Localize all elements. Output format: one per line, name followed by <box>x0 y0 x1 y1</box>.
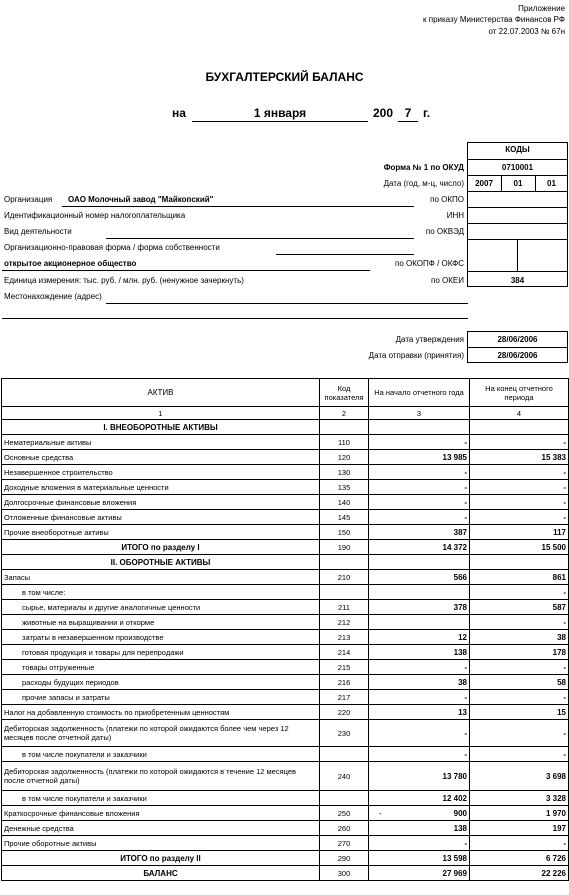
report-date: 1 января <box>253 106 307 120</box>
row-end: 15 383 <box>470 450 569 465</box>
row-label: расходы будущих периодов <box>2 675 320 690</box>
row-end: - <box>470 510 569 525</box>
codes-divider <box>467 271 568 272</box>
row-code: 240 <box>320 762 369 791</box>
table-row <box>2 720 569 747</box>
row-end: 58 <box>470 675 569 690</box>
row-start: 378 <box>369 600 470 615</box>
row-code: 216 <box>320 675 369 690</box>
row-start: - <box>369 836 470 851</box>
row-label: Нематериальные активы <box>2 435 320 450</box>
codes-title: КОДЫ <box>505 145 530 154</box>
col-asset: АКТИВ <box>2 379 320 407</box>
row-start: 387 <box>369 525 470 540</box>
row-start: - <box>369 480 470 495</box>
annex-line-2: к приказу Министерства Финансов РФ <box>423 15 565 24</box>
section-title: I. ВНЕОБОРОТНЫЕ АКТИВЫ <box>2 420 320 435</box>
codes-divider <box>467 191 568 192</box>
table-row <box>2 435 569 450</box>
row-label: животные на выращивании и откорме <box>2 615 320 630</box>
table-row <box>2 615 569 630</box>
row-label: Долгосрочные финансовые вложения <box>2 495 320 510</box>
row-start: 13 <box>369 705 470 720</box>
row-start: 12 <box>369 630 470 645</box>
table-row <box>2 450 569 465</box>
date-prefix: на <box>172 106 186 120</box>
row-start: - <box>369 690 470 705</box>
row-start <box>369 806 470 821</box>
row-label: Дебиторская задолженность (платежи по которой ожидаются более чем через 12 месяцев после отчетной даты) <box>2 720 320 747</box>
date-label: Дата (год, м-ц, число) <box>383 179 464 188</box>
row-start: 27 969 <box>369 866 470 881</box>
row-end: - <box>470 747 569 762</box>
row-label: Прочие внеоборотные активы <box>2 525 320 540</box>
row-start: - <box>369 495 470 510</box>
row-end: 15 500 <box>470 540 569 555</box>
table-row <box>2 660 569 675</box>
row-start: 138 <box>369 821 470 836</box>
org-underline <box>62 206 414 207</box>
row-end: 6 726 <box>470 851 569 866</box>
row-end: - <box>470 690 569 705</box>
row-label: Запасы <box>2 570 320 585</box>
start-dash: - <box>379 808 382 818</box>
row-code: 130 <box>320 465 369 480</box>
row-start: 13 780 <box>369 762 470 791</box>
row-end: 178 <box>470 645 569 660</box>
legal-form-label: Организационно-правовая форма / форма собственности <box>4 243 220 252</box>
row-label: в том числе покупатели и заказчики <box>2 747 320 762</box>
dates-divider <box>467 347 568 348</box>
row-start <box>369 585 470 600</box>
date-year: 2007 <box>475 179 493 188</box>
table-row <box>2 791 569 806</box>
table-row <box>2 821 569 836</box>
activity-underline <box>106 238 414 239</box>
row-start: - <box>369 747 470 762</box>
row-end: 3 328 <box>470 791 569 806</box>
year-digit: 7 <box>404 106 412 120</box>
row-end: - <box>470 660 569 675</box>
codes-divider <box>467 175 568 176</box>
row-start: - <box>369 660 470 675</box>
row-label: прочие запасы и затраты <box>2 690 320 705</box>
table-row <box>2 675 569 690</box>
row-end: - <box>470 465 569 480</box>
table-row <box>2 480 569 495</box>
table-row <box>2 836 569 851</box>
table-row <box>2 510 569 525</box>
row-label: Налог на добавленную стоимость по приобретенным ценностям <box>2 705 320 720</box>
legal-form-underline <box>276 254 414 255</box>
row-label: затраты в незавершенном производстве <box>2 630 320 645</box>
annex-line-1: Приложение <box>518 4 565 13</box>
row-label: Отложенные финансовые активы <box>2 510 320 525</box>
table-row <box>2 570 569 585</box>
col-num: 2 <box>320 407 369 420</box>
date-underline <box>192 121 368 122</box>
row-start: 566 <box>369 570 470 585</box>
table-row <box>2 585 569 600</box>
row-code: 212 <box>320 615 369 630</box>
row-code: 190 <box>320 540 369 555</box>
row-end: 587 <box>470 600 569 615</box>
row-code: 270 <box>320 836 369 851</box>
row-label: Незавершенное строительство <box>2 465 320 480</box>
table-row <box>2 806 569 821</box>
row-code: 120 <box>320 450 369 465</box>
table-row <box>2 690 569 705</box>
row-end: 197 <box>470 821 569 836</box>
total-row <box>2 540 569 555</box>
row-code: 211 <box>320 600 369 615</box>
row-label: Дебиторская задолженность (платежи по которой ожидаются в течение 12 месяцев после отчетной даты) <box>2 762 320 791</box>
table-row <box>2 465 569 480</box>
row-code: 300 <box>320 866 369 881</box>
row-label: в том числе: <box>2 585 320 600</box>
row-code: 215 <box>320 660 369 675</box>
okud-code: 0710001 <box>501 163 534 172</box>
legal-form-underline <box>2 270 370 271</box>
section-row <box>2 555 569 570</box>
row-end: 861 <box>470 570 569 585</box>
row-end: 15 <box>470 705 569 720</box>
codes-divider <box>467 159 568 160</box>
row-code: 110 <box>320 435 369 450</box>
row-end: 1 970 <box>470 806 569 821</box>
send-label: Дата отправки (принятия) <box>368 351 464 360</box>
address-underline <box>106 303 468 304</box>
year-suffix: г. <box>423 106 431 120</box>
row-start: 12 402 <box>369 791 470 806</box>
row-end: 117 <box>470 525 569 540</box>
row-label: в том числе покупатели и заказчики <box>2 791 320 806</box>
legal-form-value: открытое акционерное общество <box>4 259 137 268</box>
row-code: 210 <box>320 570 369 585</box>
row-code: 145 <box>320 510 369 525</box>
row-start: 138 <box>369 645 470 660</box>
address-underline <box>2 318 468 319</box>
row-code: 135 <box>320 480 369 495</box>
row-label: товары отгруженные <box>2 660 320 675</box>
okopf-label: по ОКОПФ / ОКФС <box>395 259 464 268</box>
balance-table <box>1 378 569 881</box>
page-title: БУХГАЛТЕРСКИЙ БАЛАНС <box>205 70 364 84</box>
okpo-label: по ОКПО <box>430 195 464 204</box>
annex-line-3: от 22.07.2003 № 67н <box>488 27 565 36</box>
col-start: На начало отчетного года <box>369 379 470 407</box>
row-code <box>320 585 369 600</box>
year-underline <box>398 121 418 122</box>
year-prefix: 200 <box>373 106 394 120</box>
row-end: - <box>470 615 569 630</box>
table-row <box>2 645 569 660</box>
codes-divider <box>467 207 568 208</box>
row-label: Основные средства <box>2 450 320 465</box>
activity-label: Вид деятельности <box>4 227 72 236</box>
section-row <box>2 420 569 435</box>
balance-row <box>2 866 569 881</box>
row-code <box>320 747 369 762</box>
table-col-numbers <box>2 407 569 420</box>
row-start: - <box>369 720 470 747</box>
start-value: 900 <box>453 808 467 818</box>
okved-label: по ОКВЭД <box>425 227 464 236</box>
okei-label: по ОКЕИ <box>431 276 464 285</box>
row-start: - <box>369 465 470 480</box>
codes-divider <box>517 239 518 271</box>
address-label: Местонахождение (адрес) <box>4 292 102 301</box>
row-end: - <box>470 435 569 450</box>
row-code: 213 <box>320 630 369 645</box>
row-end: 3 698 <box>470 762 569 791</box>
unit-label: Единица измерения: тыс. руб. / млн. руб. (ненужное зачеркнуть) <box>4 276 244 285</box>
table-row <box>2 630 569 645</box>
row-label: БАЛАНС <box>2 866 320 881</box>
table-row <box>2 747 569 762</box>
org-name: ОАО Молочный завод "Майкопский" <box>68 195 214 204</box>
row-start: 38 <box>369 675 470 690</box>
row-end: - <box>470 836 569 851</box>
row-label: ИТОГО по разделу I <box>2 540 320 555</box>
org-label: Организация <box>4 195 53 204</box>
row-label: сырье, материалы и другие аналогичные ценности <box>2 600 320 615</box>
row-code: 230 <box>320 720 369 747</box>
total-row <box>2 851 569 866</box>
date-day: 01 <box>547 179 556 188</box>
send-date: 28/06/2006 <box>497 351 538 360</box>
row-label: Денежные средства <box>2 821 320 836</box>
row-code: 140 <box>320 495 369 510</box>
row-code: 217 <box>320 690 369 705</box>
row-label: Краткосрочные финансовые вложения <box>2 806 320 821</box>
row-code: 214 <box>320 645 369 660</box>
row-end: - <box>470 495 569 510</box>
date-month: 01 <box>513 179 523 188</box>
table-row <box>2 525 569 540</box>
table-row <box>2 495 569 510</box>
row-end: - <box>470 720 569 747</box>
row-start <box>369 615 470 630</box>
table-header <box>2 379 569 407</box>
row-code: 260 <box>320 821 369 836</box>
row-start: 13 598 <box>369 851 470 866</box>
section-title: II. ОБОРОТНЫЕ АКТИВЫ <box>2 555 320 570</box>
row-start: 14 372 <box>369 540 470 555</box>
col-num: 3 <box>369 407 470 420</box>
row-label: ИТОГО по разделу II <box>2 851 320 866</box>
row-start: 13 985 <box>369 450 470 465</box>
row-label: Прочие оборотные активы <box>2 836 320 851</box>
table-row <box>2 762 569 791</box>
row-end: - <box>470 480 569 495</box>
row-end: 38 <box>470 630 569 645</box>
row-start: - <box>369 510 470 525</box>
row-code: 150 <box>320 525 369 540</box>
col-end: На конец отчетного периода <box>470 379 569 407</box>
approve-date: 28/06/2006 <box>497 335 538 344</box>
row-code: 290 <box>320 851 369 866</box>
row-code: 220 <box>320 705 369 720</box>
inn-code-label: ИНН <box>446 211 464 220</box>
codes-divider <box>467 223 568 224</box>
approve-label: Дата утверждения <box>395 335 464 344</box>
row-code: 250 <box>320 806 369 821</box>
row-start: - <box>369 435 470 450</box>
okei-value: 384 <box>510 276 525 285</box>
col-code: Код показателя <box>320 379 369 407</box>
col-num: 4 <box>470 407 569 420</box>
inn-label: Идентификационный номер налогоплательщика <box>4 211 186 220</box>
form-label: Форма № 1 по ОКУД <box>383 163 464 172</box>
col-num: 1 <box>2 407 320 420</box>
row-end: - <box>470 585 569 600</box>
row-code <box>320 791 369 806</box>
row-label: готовая продукция и товары для перепродажи <box>2 645 320 660</box>
table-row <box>2 705 569 720</box>
row-label: Доходные вложения в материальные ценности <box>2 480 320 495</box>
table-row <box>2 600 569 615</box>
row-end: 22 226 <box>470 866 569 881</box>
